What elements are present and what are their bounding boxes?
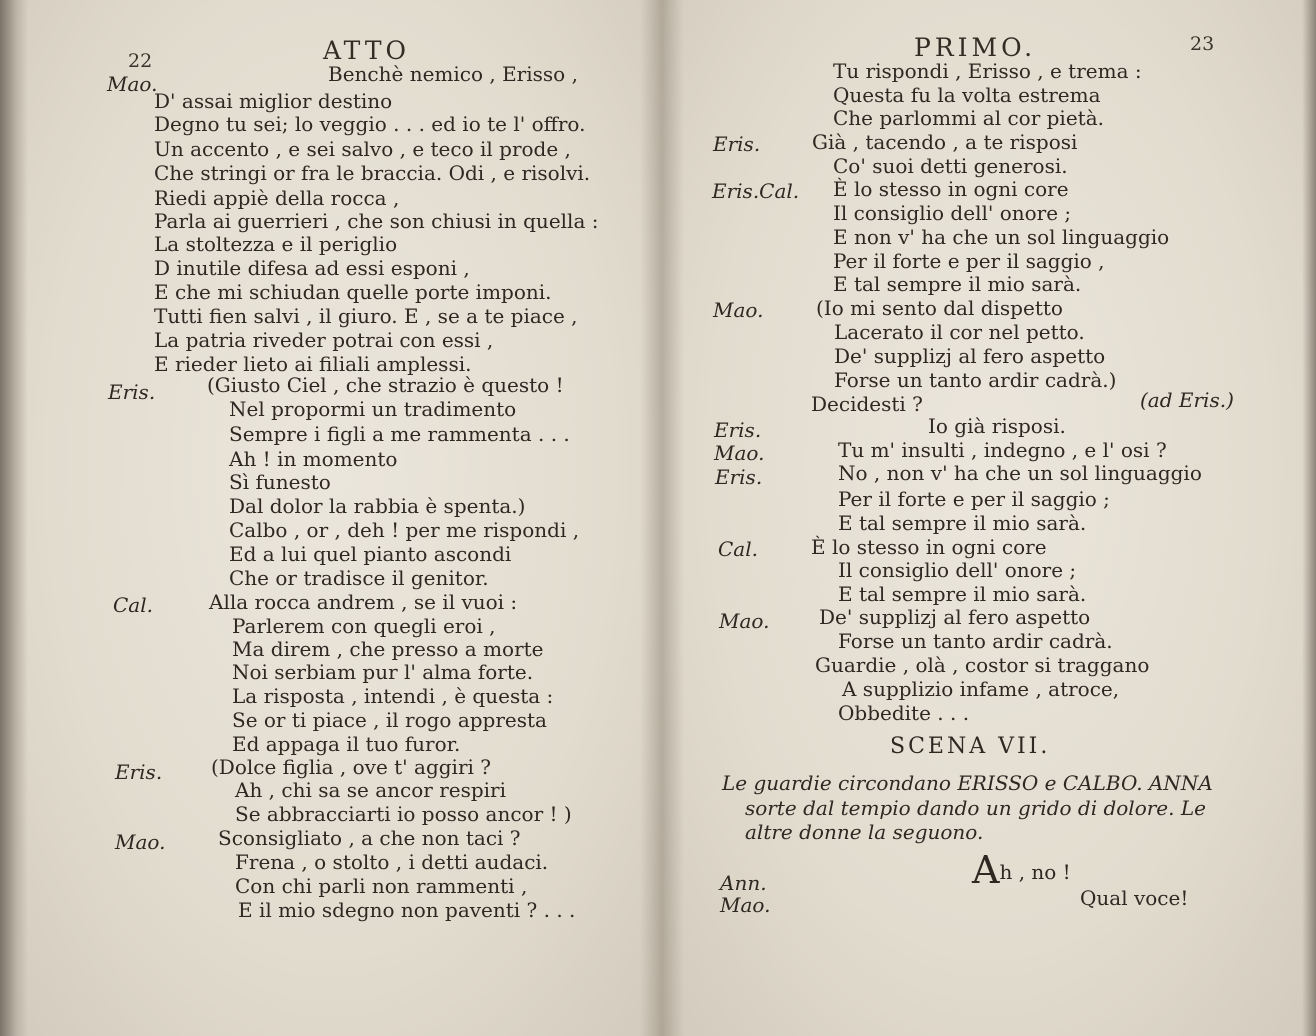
verse-line: Sì funesto <box>229 470 331 494</box>
verse-line: E rieder lieto ai filiali amplessi. <box>154 352 472 376</box>
verse-line: D inutile difesa ad essi esponi , <box>154 256 470 280</box>
verse-line: Lacerato il cor nel petto. <box>834 320 1085 344</box>
verse-line: A supplizio infame , atroce, <box>842 677 1120 701</box>
stage-direction-line: altre donne la seguono. <box>745 820 984 844</box>
page-number: 23 <box>1190 33 1215 55</box>
speaker-label: Mao. <box>714 441 765 465</box>
speaker-label: Eris. <box>108 380 156 404</box>
verse-line: E tal sempre il mio sarà. <box>833 272 1082 296</box>
verse-line: D' assai miglior destino <box>154 89 393 113</box>
right-page <box>662 0 1316 1036</box>
verse-line: De' supplizj al fero aspetto <box>819 605 1091 629</box>
speaker-label: Eris.Cal. <box>712 179 800 203</box>
verse-line: (Io mi sento dal dispetto <box>816 296 1063 320</box>
verse-line: Sconsigliato , a che non taci ? <box>218 826 521 850</box>
verse-line: E non v' ha che un sol linguaggio <box>833 225 1170 249</box>
verse-line: Benchè nemico , Erisso , <box>328 62 578 86</box>
stage-direction-line: Le guardie circondano ERISSO e CALBO. ANNA <box>722 771 1213 795</box>
speaker-label: Cal. <box>113 593 153 617</box>
verse-line: De' supplizj al fero aspetto <box>834 344 1106 368</box>
speaker-label: Mao. <box>115 830 166 854</box>
verse-line: Con chi parli non rammenti , <box>235 874 528 898</box>
verse-line: Alla rocca andrem , se il vuoi : <box>209 590 518 614</box>
speaker-label: Ann. <box>720 871 767 895</box>
verse-line: Frena , o stolto , i detti audaci. <box>235 850 549 874</box>
verse-line: La risposta , intendi , è questa : <box>232 684 554 708</box>
verse-line: Che parlommi al cor pietà. <box>833 106 1104 130</box>
verse-line <box>972 848 1071 892</box>
verse-line: E il mio sdegno non paventi ? . . . <box>238 898 576 922</box>
verse-line: Per il forte e per il saggio ; <box>838 487 1110 511</box>
verse-line: Parla ai guerrieri , che son chiusi in quella : <box>154 209 599 233</box>
speaker-label: Eris. <box>714 418 762 442</box>
verse-line: Ah , chi sa se ancor respiri <box>235 778 507 802</box>
speaker-label: Eris. <box>713 132 761 156</box>
verse-line: Ed appaga il tuo furor. <box>232 732 461 756</box>
verse-line: Guardie , olà , costor si traggano <box>815 653 1150 677</box>
verse-line: Questa fu la volta estrema <box>833 83 1101 107</box>
verse-line: La stoltezza e il periglio <box>154 232 398 256</box>
verse-line: Io già risposi. <box>928 414 1066 438</box>
page-number: 22 <box>128 50 153 72</box>
verse-line: Tu m' insulti , indegno , e l' osi ? <box>838 438 1167 462</box>
verse-line: Qual voce! <box>1080 886 1189 910</box>
verse-line: Ed a lui quel pianto ascondi <box>229 542 512 566</box>
verse-line: Ma direm , che presso a morte <box>232 637 544 661</box>
verse-line: Forse un tanto ardir cadrà. <box>838 629 1113 653</box>
verse-line: Per il forte e per il saggio , <box>833 249 1105 273</box>
page-edge-shadow <box>0 0 28 1036</box>
verse-line: (Dolce figlia , ove t' aggiri ? <box>211 755 491 779</box>
verse-line: Co' suoi detti generosi. <box>833 154 1068 178</box>
stage-aside: (ad Eris.) <box>1140 388 1234 412</box>
verse-line: E tal sempre il mio sarà. <box>838 511 1087 535</box>
verse-line: Già , tacendo , a te risposi <box>812 130 1078 154</box>
speaker-label: Mao. <box>720 893 771 917</box>
running-header: PRIMO. <box>914 33 1037 62</box>
exclamation-text: h , no ! <box>999 860 1071 884</box>
verse-line: Il consiglio dell' onore ; <box>838 558 1077 582</box>
verse-line: Forse un tanto ardir cadrà.) <box>834 368 1117 392</box>
verse-line: Nel propormi un tradimento <box>229 397 517 421</box>
verse-line: È lo stesso in ogni core <box>811 535 1047 559</box>
scene-heading: SCENA VII. <box>890 734 1051 759</box>
drop-initial: A <box>972 848 1000 892</box>
verse-line: Tu rispondi , Erisso , e trema : <box>833 59 1142 83</box>
speaker-label: Mao. <box>713 298 764 322</box>
speaker-label: Eris. <box>715 465 763 489</box>
verse-line: Che stringi or fra le braccia. Odi , e risolvi. <box>154 161 591 185</box>
running-header: ATTO <box>323 36 410 65</box>
verse-line: Se abbracciarti io posso ancor ! ) <box>235 802 572 826</box>
verse-line: E che mi schiudan quelle porte imponi. <box>154 280 552 304</box>
verse-line: Sempre i figli a me rammenta . . . <box>229 422 570 446</box>
verse-line: Calbo , or , deh ! per me rispondi , <box>229 518 580 542</box>
speaker-label: Mao. <box>719 609 770 633</box>
verse-line: (Giusto Ciel , che strazio è questo ! <box>207 373 564 397</box>
verse-line: È lo stesso in ogni core <box>833 177 1069 201</box>
verse-line: Parlerem con quegli eroi , <box>232 614 496 638</box>
verse-line: Tutti fien salvi , il giuro. E , se a te piace , <box>154 304 578 328</box>
verse-line: Che or tradisce il genitor. <box>229 566 489 590</box>
speaker-label: Cal. <box>718 537 758 561</box>
verse-line: Degno tu sei; lo veggio . . . ed io te l' offro. <box>154 112 586 136</box>
speaker-label: Eris. <box>115 760 163 784</box>
speaker-label: Mao. <box>107 72 158 96</box>
verse-line: Obbedite . . . <box>838 701 970 725</box>
verse-line: La patria riveder potrai con essi , <box>154 328 494 352</box>
verse-line: Un accento , e sei salvo , e teco il prode , <box>154 137 571 161</box>
verse-line: Decidesti ? <box>811 392 923 416</box>
verse-line: Se or ti piace , il rogo appresta <box>232 708 547 732</box>
verse-line: Dal dolor la rabbia è spenta.) <box>229 494 526 518</box>
page-edge-shadow <box>1302 0 1316 1036</box>
verse-line: Riedi appiè della rocca , <box>154 186 400 210</box>
verse-line: Ah ! in momento <box>229 447 398 471</box>
stage-direction-line: sorte dal tempio dando un grido di dolore. Le <box>745 796 1206 820</box>
verse-line: E tal sempre il mio sarà. <box>838 582 1087 606</box>
verse-line: Il consiglio dell' onore ; <box>833 201 1072 225</box>
verse-line: Noi serbiam pur l' alma forte. <box>232 660 534 684</box>
book-gutter <box>640 0 684 1036</box>
verse-line: No , non v' ha che un sol linguaggio <box>838 461 1202 485</box>
